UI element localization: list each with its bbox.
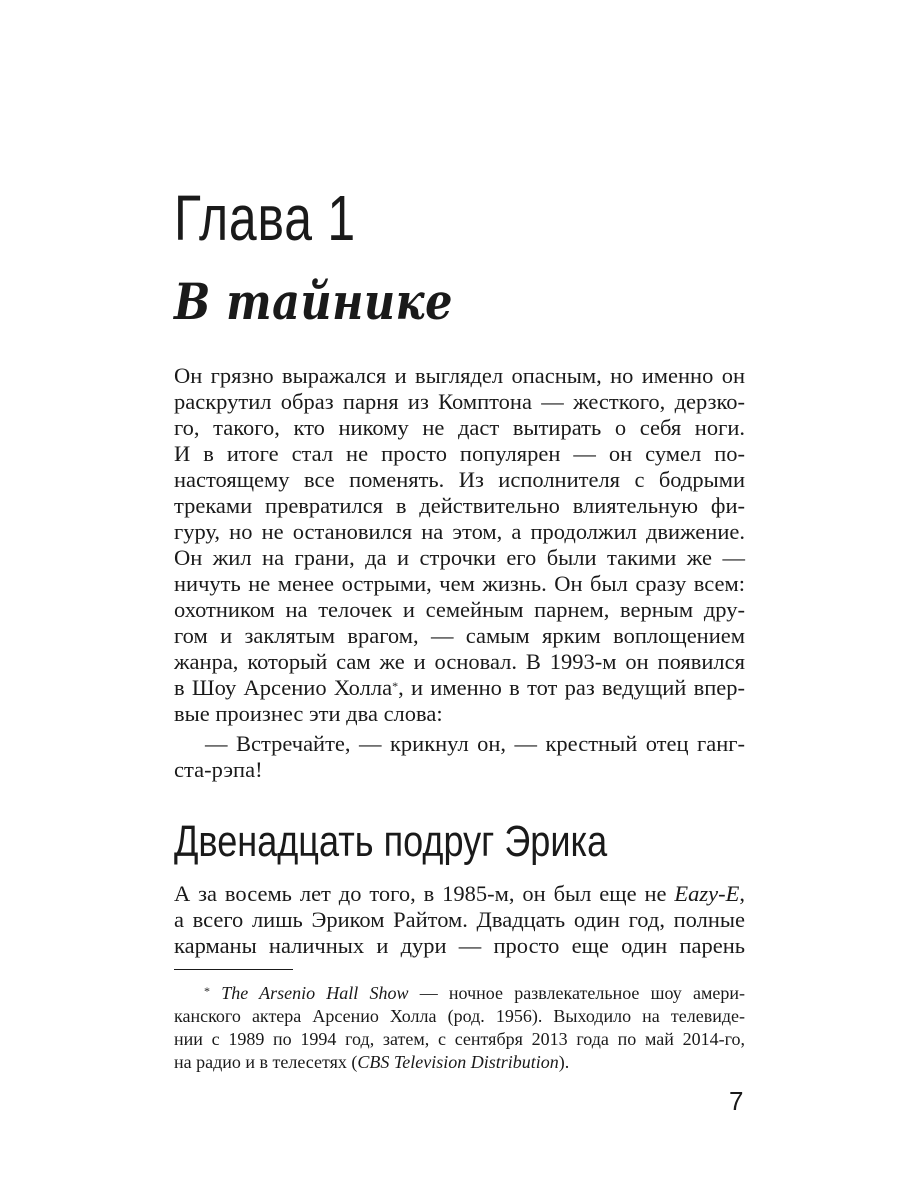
- line-text: ,: [739, 881, 745, 906]
- show-title: The Arsenio Hall Show: [221, 983, 409, 1003]
- paragraph-line: го, такого, кто никому не даст вытирать о себя ноги.: [174, 415, 745, 440]
- footnote-line: канского актера Арсенио Холла (род. 1956). Выходило на телевиде-: [174, 1006, 745, 1026]
- distributor-name: CBS Television Distribution: [357, 1052, 559, 1072]
- line-text: А за восемь лет до того, в 1985-м, он был еще не: [174, 881, 675, 906]
- footnote-line: [204, 982, 745, 1005]
- footnote-line: нии с 1989 по 1994 год, затем, с сентября 2013 года по май 2014-го,: [174, 1029, 745, 1049]
- line-text: ).: [558, 1052, 570, 1072]
- paragraph-line: И в итоге стал не просто популярен — он сумел по-: [174, 441, 745, 466]
- line-text: , и именно в тот раз ведущий впер-: [398, 675, 746, 700]
- section-heading: Двенадцать подруг Эрика: [174, 817, 608, 866]
- footnote-divider: [174, 969, 293, 970]
- page-number: 7: [729, 1086, 744, 1116]
- dialogue-line: — Встречайте, — крикнул он, — крестный отец ганг-: [205, 731, 745, 756]
- paragraph-line: [174, 880, 745, 908]
- dialogue-line: ста-рэпа!: [174, 757, 263, 782]
- paragraph-line: а всего лишь Эриком Райтом. Двадцать один год, полные: [174, 907, 745, 932]
- paragraph-line: жанра, который сам же и основал. В 1993-м он появился: [174, 649, 745, 674]
- paragraph-line: ничуть не менее острыми, чем жизнь. Он был сразу всем:: [174, 571, 745, 596]
- chapter-label: Глава 1: [174, 182, 356, 254]
- paragraph-line: Он жил на грани, да и строчки его были такими же —: [174, 545, 745, 570]
- footnote-marker: *: [204, 984, 210, 998]
- paragraph-line: гуру, но не остановился на этом, а продолжил движение.: [174, 519, 745, 544]
- footnote-reference[interactable]: *: [392, 679, 399, 693]
- artist-name: Eazy-E: [674, 881, 740, 906]
- paragraph-line: вые произнес эти два слова:: [174, 701, 443, 726]
- line-text: в Шоу Арсенио Холла: [174, 675, 393, 700]
- paragraph-line: [174, 674, 745, 702]
- paragraph-line: гом и заклятым врагом, — самым ярким воплощением: [174, 623, 745, 648]
- paragraph-line: Он грязно выражался и выглядел опасным, но именно он: [174, 363, 745, 388]
- paragraph-line: настоящему все поменять. Из исполнителя с бодрыми: [174, 467, 745, 492]
- chapter-title: В тайнике: [174, 272, 453, 331]
- paragraph-line: треками превратился в действительно влиятельную фи-: [174, 493, 745, 518]
- paragraph-line: охотником на телочек и семейным парнем, верным дру-: [174, 597, 745, 622]
- paragraph-line: раскрутил образ парня из Комптона — жесткого, дерзко-: [174, 389, 745, 414]
- line-text: — ночное развлекательное шоу амери-: [408, 983, 745, 1003]
- paragraph-line: карманы наличных и дури — просто еще один парень: [174, 933, 745, 958]
- footnote-line: [174, 1051, 745, 1074]
- line-text: на радио и в телесетях (: [174, 1052, 358, 1072]
